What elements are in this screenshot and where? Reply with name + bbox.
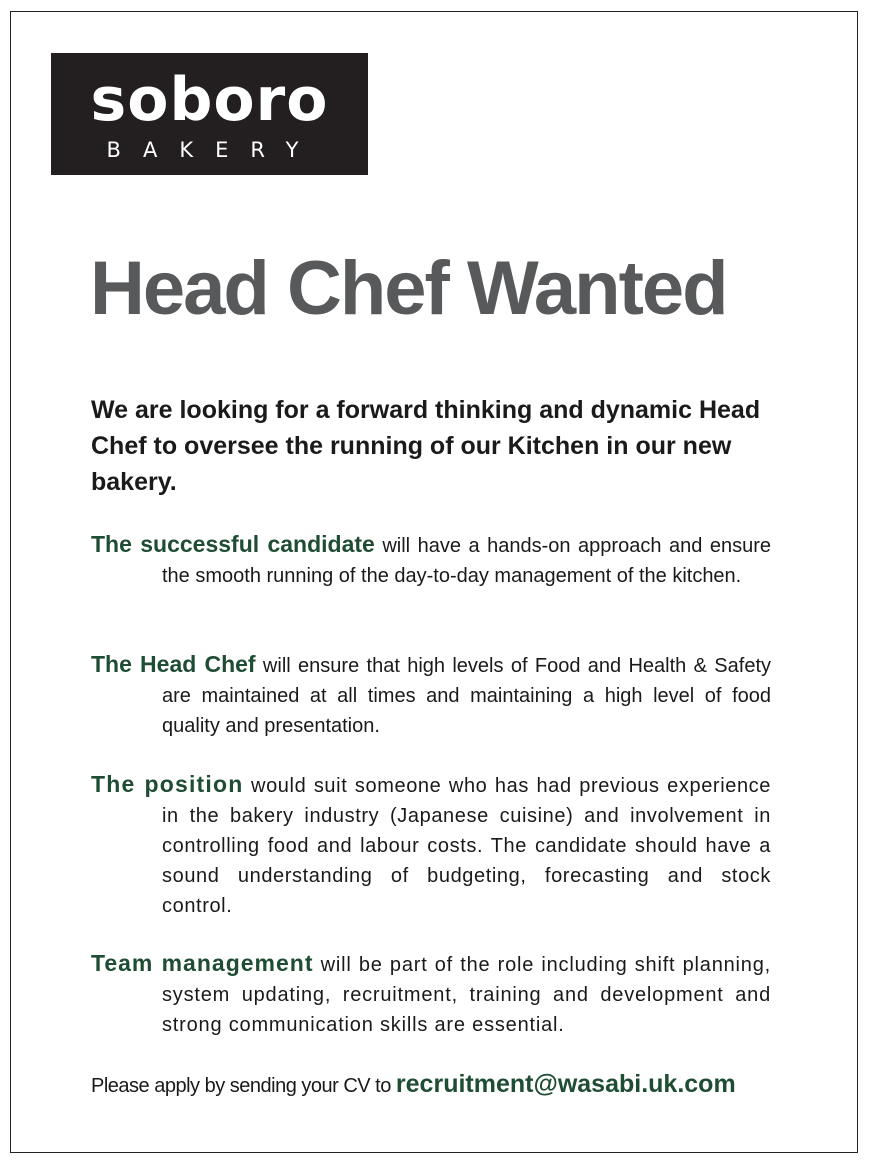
paragraph-text: will ensure that high levels of Food and Health & Safety are maintained at all times and maintaining a high level of food quality and presentation. [162, 655, 772, 737]
paragraph-team-management [91, 948, 771, 1040]
paragraph-position [91, 769, 771, 921]
email-link[interactable]: recruitment@wasabi.uk.com [395, 1070, 736, 1098]
paragraph-text: will be part of the role including shift planning, system updating, recruitment, training and development and strong communication skills are essential. [162, 954, 771, 1036]
paragraph-lead: The position [91, 771, 244, 797]
paragraph-lead: Team management [91, 950, 314, 976]
paragraph-successful-candidate [91, 529, 771, 591]
paragraph-head-chef [91, 649, 771, 741]
paragraph-text: will have a hands-on approach and ensure the smooth running of the day-to-day management of the kitchen. [162, 535, 771, 587]
page-title: Head Chef Wanted [90, 246, 727, 331]
paragraph-lead: The successful candidate [91, 531, 375, 557]
apply-text: Please apply by sending your CV to [91, 1075, 396, 1097]
apply-line [91, 1066, 791, 1104]
paragraph-text: would suit someone who has had previous experience in the bakery industry (Japanese cuisine) and involvement in controlling food and labour costs. The candidate should have a sound understanding of budgeting, forecasting and stock control. [162, 775, 772, 917]
paragraph-lead: The Head Chef [91, 651, 256, 677]
logo [51, 53, 368, 175]
intro-text: We are looking for a forward thinking and dynamic Head Chef to oversee the running of our Kitchen in our new bakery. [91, 396, 761, 496]
logo-subtitle: BAKERY [106, 138, 321, 162]
logo-wordmark: soboro [90, 65, 329, 135]
